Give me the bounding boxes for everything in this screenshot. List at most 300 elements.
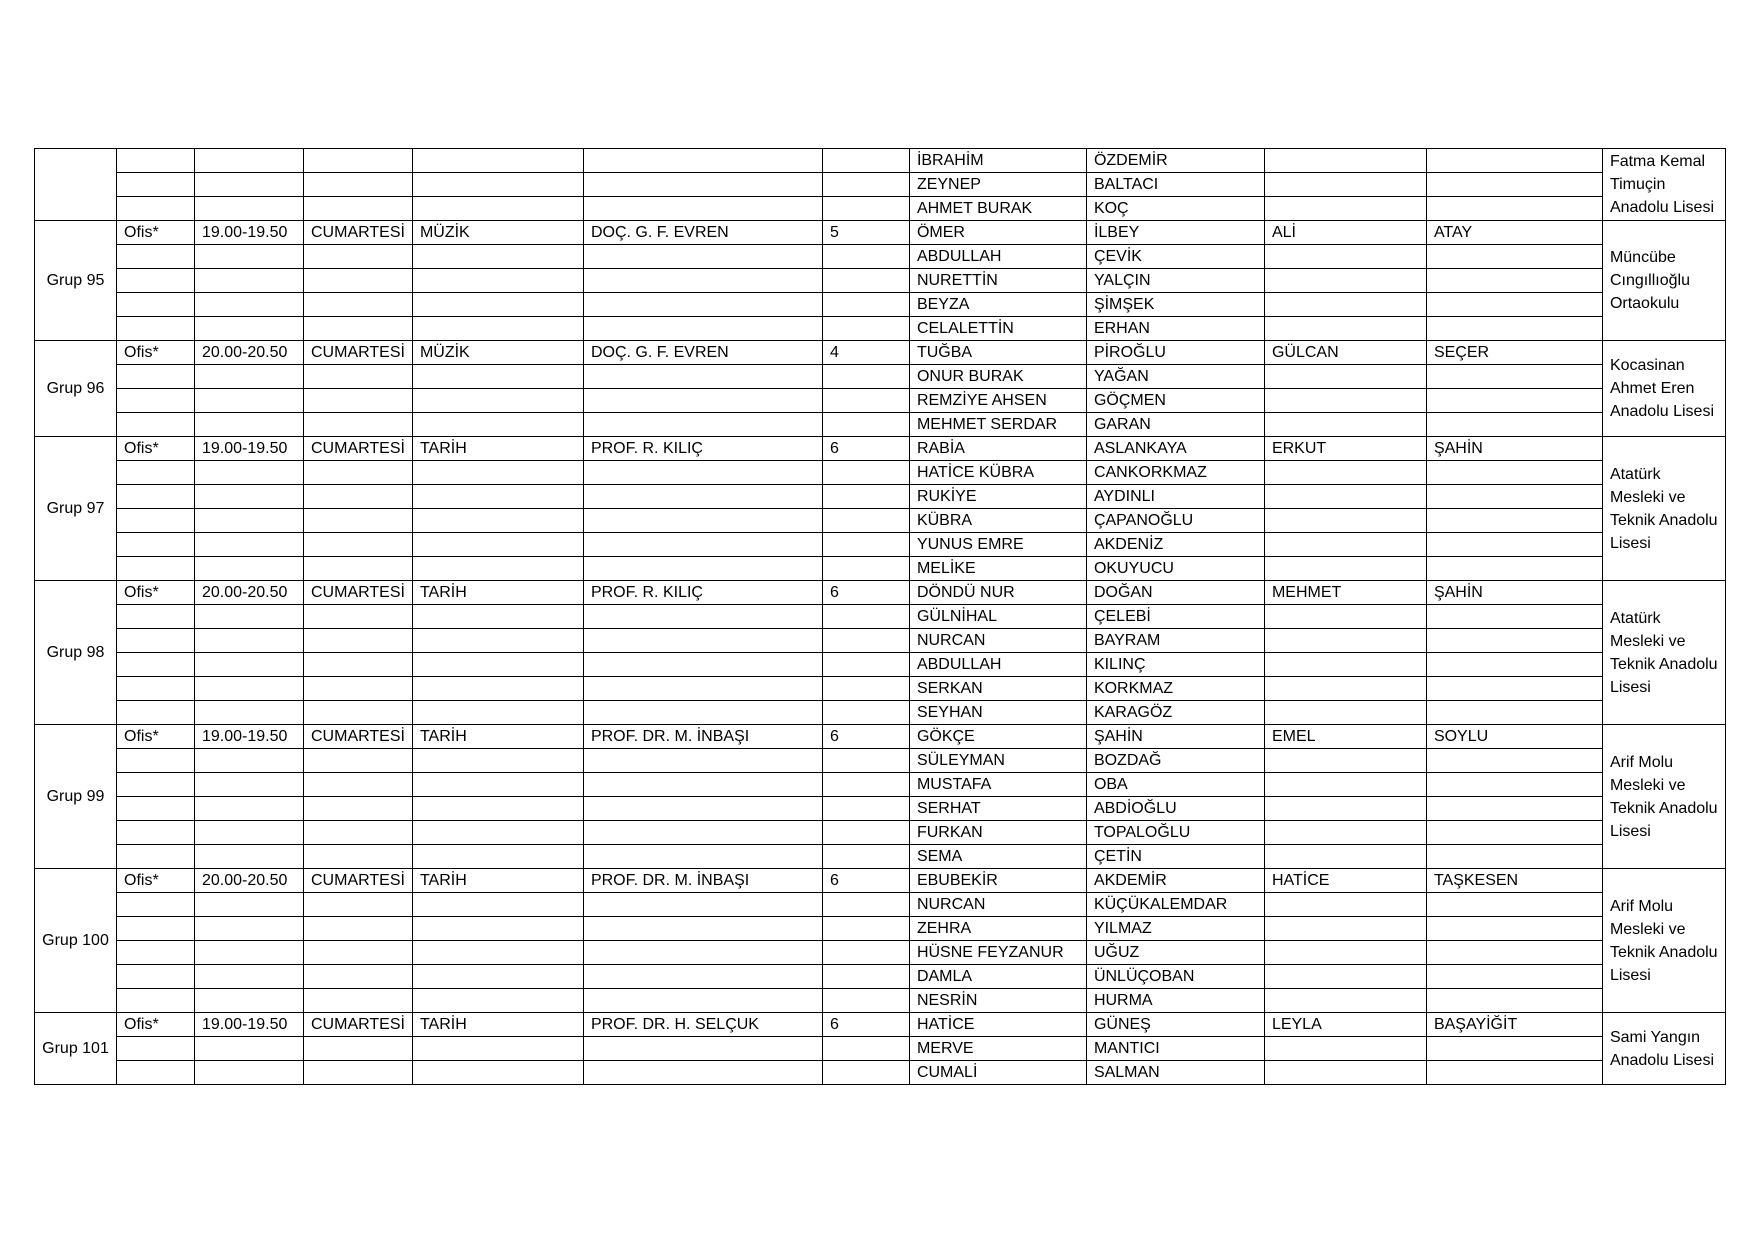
day-cell xyxy=(304,917,413,941)
advisor-first-name xyxy=(1264,173,1426,197)
table-row xyxy=(35,677,1726,701)
table-row xyxy=(35,437,1726,461)
group-name-cell: Grup 99 xyxy=(35,725,117,869)
subject-cell xyxy=(412,653,583,677)
place-cell xyxy=(117,1037,195,1061)
place-cell xyxy=(117,845,195,869)
advisor-first-name xyxy=(1264,413,1426,437)
advisor-first-name xyxy=(1264,773,1426,797)
advisor-last-name xyxy=(1426,1037,1602,1061)
count-cell xyxy=(822,461,909,485)
time-cell xyxy=(195,677,304,701)
day-cell xyxy=(304,533,413,557)
time-cell xyxy=(195,605,304,629)
student-first-name: CELALETTİN xyxy=(909,317,1086,341)
teacher-cell: PROF. DR. M. İNBAŞI xyxy=(583,869,822,893)
teacher-cell xyxy=(583,605,822,629)
count-cell xyxy=(822,941,909,965)
student-first-name: ZEHRA xyxy=(909,917,1086,941)
student-first-name: SEYHAN xyxy=(909,701,1086,725)
student-first-name: SERHAT xyxy=(909,797,1086,821)
advisor-first-name: EMEL xyxy=(1264,725,1426,749)
subject-cell xyxy=(412,461,583,485)
student-first-name: MERVE xyxy=(909,1037,1086,1061)
student-first-name: HATİCE xyxy=(909,1013,1086,1037)
place-cell xyxy=(117,173,195,197)
time-cell xyxy=(195,197,304,221)
advisor-first-name xyxy=(1264,461,1426,485)
teacher-cell xyxy=(583,485,822,509)
student-last-name: KORKMAZ xyxy=(1086,677,1264,701)
student-last-name: SALMAN xyxy=(1086,1061,1264,1085)
day-cell xyxy=(304,701,413,725)
time-cell xyxy=(195,773,304,797)
time-cell: 19.00-19.50 xyxy=(195,221,304,245)
advisor-first-name xyxy=(1264,845,1426,869)
table-row xyxy=(35,821,1726,845)
subject-cell xyxy=(412,677,583,701)
student-last-name: BAYRAM xyxy=(1086,629,1264,653)
student-last-name: GÜNEŞ xyxy=(1086,1013,1264,1037)
count-cell xyxy=(822,917,909,941)
advisor-first-name xyxy=(1264,293,1426,317)
student-first-name: İBRAHİM xyxy=(909,149,1086,173)
school-cell: Atatürk Mesleki ve Teknik Anadolu Lisesi xyxy=(1602,437,1725,581)
time-cell xyxy=(195,749,304,773)
advisor-last-name: SOYLU xyxy=(1426,725,1602,749)
student-last-name: BALTACI xyxy=(1086,173,1264,197)
count-cell xyxy=(822,245,909,269)
place-cell xyxy=(117,893,195,917)
table-row xyxy=(35,485,1726,509)
table-row xyxy=(35,509,1726,533)
count-cell xyxy=(822,485,909,509)
time-cell xyxy=(195,797,304,821)
day-cell xyxy=(304,989,413,1013)
table-row xyxy=(35,1061,1726,1085)
teacher-cell xyxy=(583,749,822,773)
student-last-name: ÇAPANOĞLU xyxy=(1086,509,1264,533)
subject-cell xyxy=(412,605,583,629)
day-cell: CUMARTESİ xyxy=(304,1013,413,1037)
table-row xyxy=(35,893,1726,917)
subject-cell xyxy=(412,509,583,533)
day-cell: CUMARTESİ xyxy=(304,725,413,749)
teacher-cell xyxy=(583,965,822,989)
time-cell xyxy=(195,629,304,653)
time-cell xyxy=(195,365,304,389)
student-last-name: BOZDAĞ xyxy=(1086,749,1264,773)
day-cell xyxy=(304,677,413,701)
student-first-name: KÜBRA xyxy=(909,509,1086,533)
student-last-name: CANKORKMAZ xyxy=(1086,461,1264,485)
day-cell xyxy=(304,605,413,629)
table-row xyxy=(35,1037,1726,1061)
subject-cell xyxy=(412,413,583,437)
subject-cell xyxy=(412,365,583,389)
count-cell xyxy=(822,269,909,293)
count-cell xyxy=(822,1037,909,1061)
advisor-last-name: BAŞAYİĞİT xyxy=(1426,1013,1602,1037)
advisor-last-name xyxy=(1426,173,1602,197)
teacher-cell xyxy=(583,509,822,533)
teacher-cell: PROF. R. KILIÇ xyxy=(583,581,822,605)
subject-cell xyxy=(412,893,583,917)
place-cell xyxy=(117,485,195,509)
teacher-cell xyxy=(583,317,822,341)
group-name-cell: Grup 95 xyxy=(35,221,117,341)
table-row xyxy=(35,221,1726,245)
student-first-name: NURCAN xyxy=(909,893,1086,917)
advisor-last-name xyxy=(1426,365,1602,389)
time-cell xyxy=(195,293,304,317)
student-first-name: EBUBEKİR xyxy=(909,869,1086,893)
student-last-name: KARAGÖZ xyxy=(1086,701,1264,725)
teacher-cell xyxy=(583,173,822,197)
count-cell xyxy=(822,845,909,869)
advisor-last-name xyxy=(1426,389,1602,413)
day-cell: CUMARTESİ xyxy=(304,341,413,365)
table-row xyxy=(35,581,1726,605)
advisor-first-name xyxy=(1264,749,1426,773)
student-first-name: NURCAN xyxy=(909,629,1086,653)
table-row xyxy=(35,845,1726,869)
count-cell xyxy=(822,149,909,173)
place-cell: Ofis* xyxy=(117,869,195,893)
day-cell xyxy=(304,245,413,269)
teacher-cell xyxy=(583,845,822,869)
teacher-cell xyxy=(583,821,822,845)
student-last-name: ASLANKAYA xyxy=(1086,437,1264,461)
advisor-last-name xyxy=(1426,773,1602,797)
time-cell xyxy=(195,893,304,917)
time-cell xyxy=(195,1061,304,1085)
count-cell xyxy=(822,965,909,989)
time-cell xyxy=(195,389,304,413)
table-row xyxy=(35,341,1726,365)
student-last-name: KÜÇÜKALEMDAR xyxy=(1086,893,1264,917)
student-last-name: ABDİOĞLU xyxy=(1086,797,1264,821)
student-first-name: DAMLA xyxy=(909,965,1086,989)
count-cell xyxy=(822,173,909,197)
subject-cell xyxy=(412,149,583,173)
place-cell xyxy=(117,653,195,677)
table-row xyxy=(35,557,1726,581)
subject-cell: TARİH xyxy=(412,437,583,461)
place-cell xyxy=(117,677,195,701)
teacher-cell xyxy=(583,269,822,293)
teacher-cell xyxy=(583,941,822,965)
place-cell: Ofis* xyxy=(117,725,195,749)
table-row xyxy=(35,701,1726,725)
subject-cell xyxy=(412,917,583,941)
student-last-name: DOĞAN xyxy=(1086,581,1264,605)
teacher-cell: DOÇ. G. F. EVREN xyxy=(583,221,822,245)
count-cell xyxy=(822,605,909,629)
place-cell xyxy=(117,197,195,221)
student-first-name: ABDULLAH xyxy=(909,245,1086,269)
teacher-cell xyxy=(583,1061,822,1085)
advisor-last-name xyxy=(1426,629,1602,653)
time-cell xyxy=(195,701,304,725)
time-cell: 19.00-19.50 xyxy=(195,437,304,461)
place-cell: Ofis* xyxy=(117,437,195,461)
student-last-name: HURMA xyxy=(1086,989,1264,1013)
subject-cell xyxy=(412,485,583,509)
teacher-cell: DOÇ. G. F. EVREN xyxy=(583,341,822,365)
place-cell xyxy=(117,605,195,629)
subject-cell xyxy=(412,629,583,653)
subject-cell xyxy=(412,269,583,293)
place-cell xyxy=(117,509,195,533)
count-cell: 5 xyxy=(822,221,909,245)
time-cell xyxy=(195,317,304,341)
advisor-first-name xyxy=(1264,197,1426,221)
student-last-name: ŞAHİN xyxy=(1086,725,1264,749)
table-row xyxy=(35,749,1726,773)
time-cell: 20.00-20.50 xyxy=(195,341,304,365)
advisor-last-name: SEÇER xyxy=(1426,341,1602,365)
place-cell xyxy=(117,821,195,845)
day-cell xyxy=(304,821,413,845)
time-cell xyxy=(195,845,304,869)
advisor-last-name: ŞAHİN xyxy=(1426,437,1602,461)
advisor-last-name: ŞAHİN xyxy=(1426,581,1602,605)
time-cell: 20.00-20.50 xyxy=(195,869,304,893)
advisor-last-name xyxy=(1426,797,1602,821)
student-last-name: ERHAN xyxy=(1086,317,1264,341)
table-row xyxy=(35,533,1726,557)
student-last-name: AKDEMİR xyxy=(1086,869,1264,893)
subject-cell xyxy=(412,773,583,797)
student-first-name: ZEYNEP xyxy=(909,173,1086,197)
time-cell xyxy=(195,989,304,1013)
advisor-last-name xyxy=(1426,413,1602,437)
day-cell xyxy=(304,197,413,221)
table-row xyxy=(35,989,1726,1013)
group-name-cell: Grup 100 xyxy=(35,869,117,1013)
teacher-cell xyxy=(583,893,822,917)
student-last-name: OKUYUCU xyxy=(1086,557,1264,581)
count-cell xyxy=(822,893,909,917)
student-first-name: FURKAN xyxy=(909,821,1086,845)
day-cell xyxy=(304,293,413,317)
advisor-first-name xyxy=(1264,917,1426,941)
day-cell: CUMARTESİ xyxy=(304,581,413,605)
place-cell xyxy=(117,149,195,173)
subject-cell xyxy=(412,317,583,341)
student-first-name: REMZİYE AHSEN xyxy=(909,389,1086,413)
day-cell xyxy=(304,893,413,917)
subject-cell: TARİH xyxy=(412,581,583,605)
advisor-last-name: ATAY xyxy=(1426,221,1602,245)
table-row xyxy=(35,773,1726,797)
student-last-name: ÇEVİK xyxy=(1086,245,1264,269)
student-first-name: MUSTAFA xyxy=(909,773,1086,797)
student-first-name: NURETTİN xyxy=(909,269,1086,293)
table-row xyxy=(35,629,1726,653)
subject-cell xyxy=(412,749,583,773)
teacher-cell xyxy=(583,797,822,821)
teacher-cell: PROF. R. KILIÇ xyxy=(583,437,822,461)
place-cell xyxy=(117,269,195,293)
group-name-cell: Grup 96 xyxy=(35,341,117,437)
count-cell: 6 xyxy=(822,869,909,893)
count-cell xyxy=(822,293,909,317)
table-row xyxy=(35,605,1726,629)
advisor-last-name xyxy=(1426,701,1602,725)
student-first-name: HATİCE KÜBRA xyxy=(909,461,1086,485)
student-last-name: KOÇ xyxy=(1086,197,1264,221)
advisor-first-name xyxy=(1264,245,1426,269)
time-cell xyxy=(195,149,304,173)
school-cell: Kocasinan Ahmet Eren Anadolu Lisesi xyxy=(1602,341,1725,437)
place-cell xyxy=(117,413,195,437)
subject-cell xyxy=(412,173,583,197)
advisor-last-name xyxy=(1426,485,1602,509)
advisor-first-name xyxy=(1264,485,1426,509)
student-first-name: AHMET BURAK xyxy=(909,197,1086,221)
day-cell xyxy=(304,1037,413,1061)
subject-cell xyxy=(412,845,583,869)
advisor-first-name xyxy=(1264,941,1426,965)
place-cell xyxy=(117,365,195,389)
count-cell xyxy=(822,365,909,389)
student-first-name: ABDULLAH xyxy=(909,653,1086,677)
table-row xyxy=(35,149,1726,173)
group-name-cell: Grup 97 xyxy=(35,437,117,581)
teacher-cell xyxy=(583,197,822,221)
subject-cell xyxy=(412,701,583,725)
subject-cell: MÜZİK xyxy=(412,341,583,365)
count-cell xyxy=(822,413,909,437)
advisor-first-name xyxy=(1264,965,1426,989)
advisor-first-name: GÜLCAN xyxy=(1264,341,1426,365)
day-cell xyxy=(304,749,413,773)
time-cell xyxy=(195,653,304,677)
school-cell: Müncübe Cıngıllıoğlu Ortaokulu xyxy=(1602,221,1725,341)
time-cell: 20.00-20.50 xyxy=(195,581,304,605)
count-cell xyxy=(822,749,909,773)
student-last-name: İLBEY xyxy=(1086,221,1264,245)
count-cell xyxy=(822,677,909,701)
subject-cell xyxy=(412,533,583,557)
day-cell xyxy=(304,461,413,485)
count-cell: 4 xyxy=(822,341,909,365)
student-last-name: YILMAZ xyxy=(1086,917,1264,941)
day-cell xyxy=(304,629,413,653)
count-cell xyxy=(822,197,909,221)
count-cell xyxy=(822,533,909,557)
count-cell xyxy=(822,653,909,677)
table-row xyxy=(35,653,1726,677)
place-cell xyxy=(117,749,195,773)
place-cell xyxy=(117,1061,195,1085)
day-cell xyxy=(304,1061,413,1085)
place-cell xyxy=(117,293,195,317)
time-cell xyxy=(195,533,304,557)
time-cell xyxy=(195,413,304,437)
advisor-first-name xyxy=(1264,365,1426,389)
teacher-cell xyxy=(583,149,822,173)
time-cell xyxy=(195,173,304,197)
school-cell: Arif Molu Mesleki ve Teknik Anadolu Lisesi xyxy=(1602,869,1725,1013)
place-cell xyxy=(117,965,195,989)
student-first-name: SÜLEYMAN xyxy=(909,749,1086,773)
place-cell xyxy=(117,317,195,341)
advisor-first-name xyxy=(1264,605,1426,629)
student-last-name: PİROĞLU xyxy=(1086,341,1264,365)
day-cell xyxy=(304,413,413,437)
student-last-name: KILINÇ xyxy=(1086,653,1264,677)
count-cell xyxy=(822,629,909,653)
day-cell xyxy=(304,773,413,797)
student-last-name: UĞUZ xyxy=(1086,941,1264,965)
teacher-cell xyxy=(583,533,822,557)
table-row xyxy=(35,389,1726,413)
teacher-cell xyxy=(583,701,822,725)
count-cell xyxy=(822,701,909,725)
subject-cell xyxy=(412,797,583,821)
advisor-first-name xyxy=(1264,821,1426,845)
place-cell xyxy=(117,797,195,821)
count-cell xyxy=(822,557,909,581)
day-cell xyxy=(304,653,413,677)
advisor-last-name xyxy=(1426,533,1602,557)
teacher-cell xyxy=(583,677,822,701)
subject-cell: MÜZİK xyxy=(412,221,583,245)
advisor-first-name xyxy=(1264,533,1426,557)
count-cell: 6 xyxy=(822,1013,909,1037)
day-cell xyxy=(304,485,413,509)
teacher-cell xyxy=(583,557,822,581)
student-first-name: HÜSNE FEYZANUR xyxy=(909,941,1086,965)
day-cell xyxy=(304,269,413,293)
time-cell xyxy=(195,245,304,269)
teacher-cell xyxy=(583,629,822,653)
student-last-name: GÖÇMEN xyxy=(1086,389,1264,413)
table-row xyxy=(35,173,1726,197)
subject-cell xyxy=(412,1037,583,1061)
advisor-first-name: LEYLA xyxy=(1264,1013,1426,1037)
student-first-name: MELİKE xyxy=(909,557,1086,581)
student-last-name: YAĞAN xyxy=(1086,365,1264,389)
day-cell: CUMARTESİ xyxy=(304,437,413,461)
place-cell xyxy=(117,461,195,485)
advisor-last-name xyxy=(1426,557,1602,581)
place-cell xyxy=(117,245,195,269)
time-cell xyxy=(195,821,304,845)
advisor-first-name xyxy=(1264,629,1426,653)
advisor-last-name xyxy=(1426,245,1602,269)
count-cell: 6 xyxy=(822,437,909,461)
day-cell xyxy=(304,845,413,869)
time-cell: 19.00-19.50 xyxy=(195,725,304,749)
day-cell: CUMARTESİ xyxy=(304,869,413,893)
advisor-last-name xyxy=(1426,965,1602,989)
advisor-first-name xyxy=(1264,797,1426,821)
table-row xyxy=(35,365,1726,389)
count-cell xyxy=(822,797,909,821)
advisor-first-name xyxy=(1264,509,1426,533)
place-cell: Ofis* xyxy=(117,341,195,365)
advisor-first-name xyxy=(1264,701,1426,725)
count-cell xyxy=(822,989,909,1013)
table-row xyxy=(35,293,1726,317)
subject-cell xyxy=(412,821,583,845)
day-cell xyxy=(304,389,413,413)
time-cell xyxy=(195,557,304,581)
